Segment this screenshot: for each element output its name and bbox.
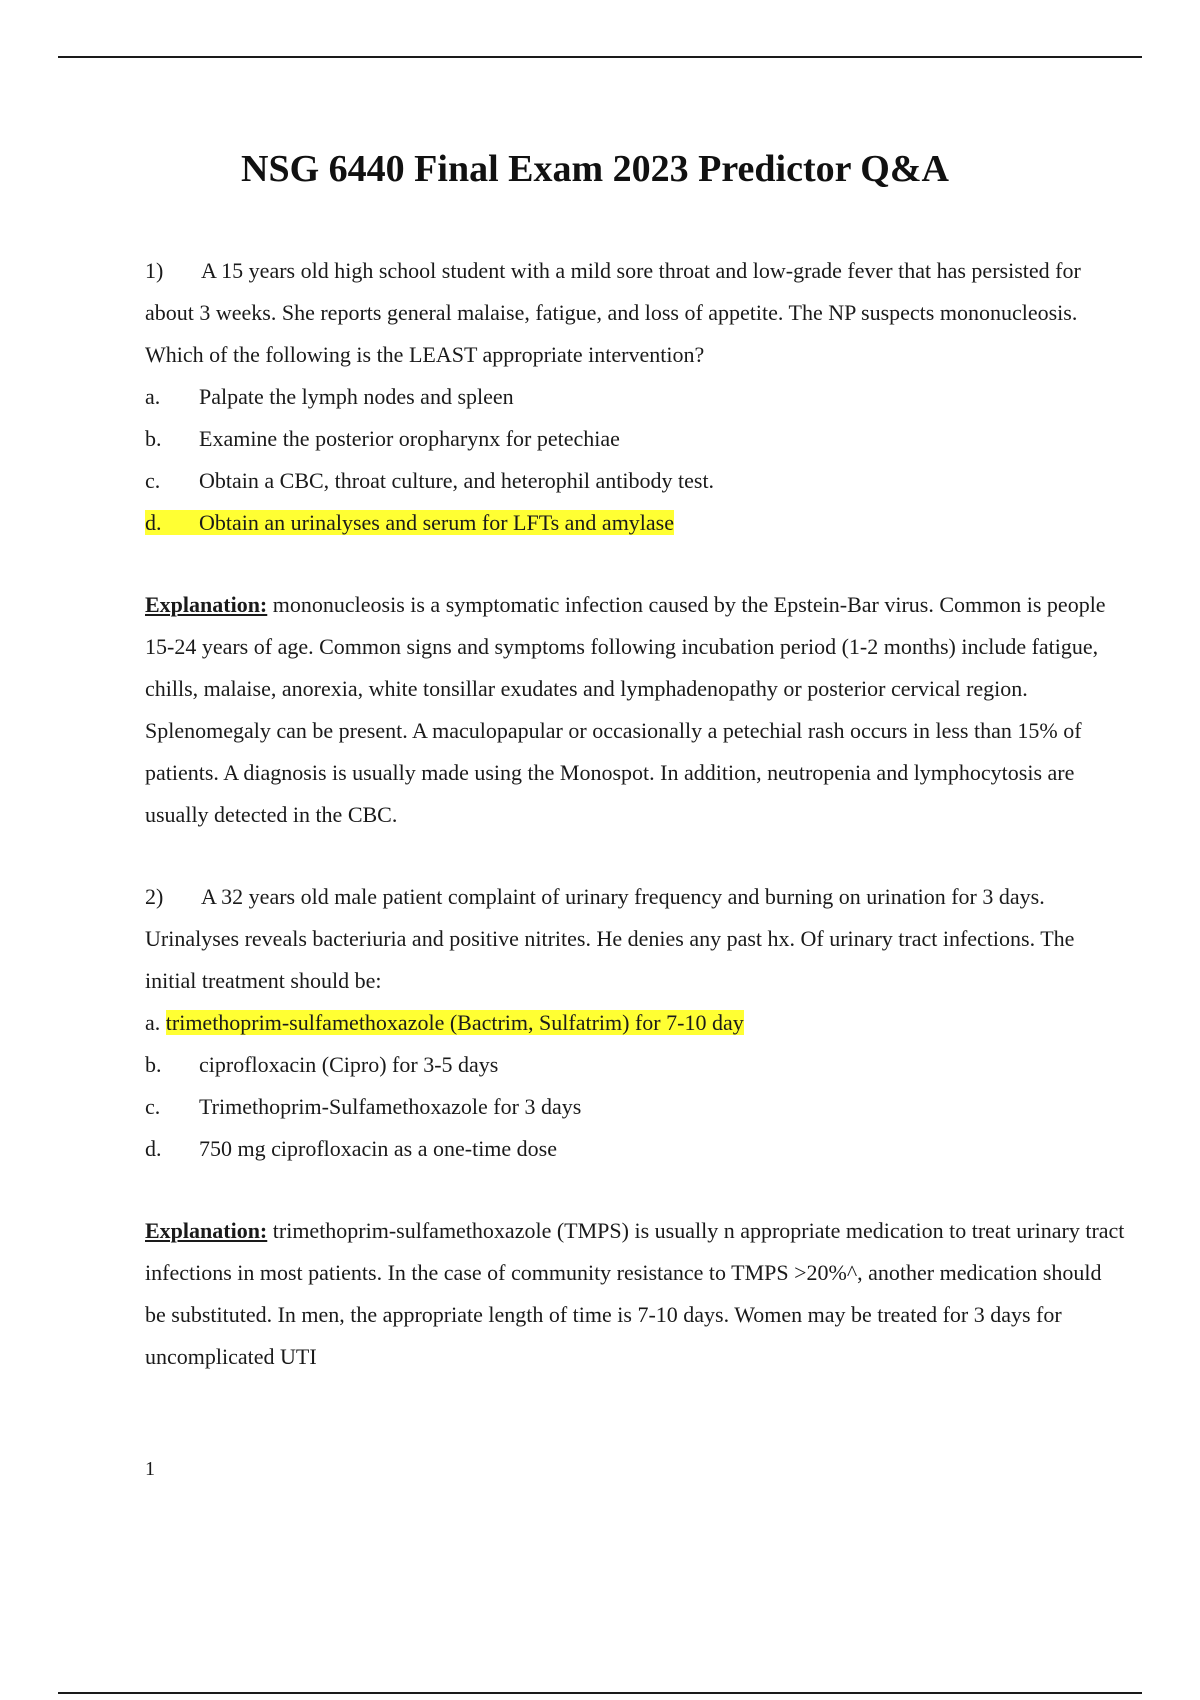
question-2 [145,876,1125,1378]
option-letter: c. [145,1094,161,1119]
question-text: A 32 years old male patient complaint of urinary frequency and burning on urination for 3 days. Urinalyses reveals bacteriuria and positive nitrites. He denies any past hx. Of urinary tract infections. The initial treatment should be: [145,884,1075,993]
page-number: 1 [145,1458,155,1480]
option-text: ciprofloxacin (Cipro) for 3-5 days [199,1052,499,1077]
question-number: 1) [145,258,164,283]
option-d [145,1128,1125,1170]
question-number: 2) [145,884,164,909]
option-text: 750 mg ciprofloxacin as a one-time dose [199,1136,558,1161]
option-letter: b. [145,426,162,451]
option-letter: d. [145,510,162,535]
question-text: A 15 years old high school student with a mild sore throat and low-grade fever that has persisted for about 3 weeks. She reports general malaise, fatigue, and loss of appetite. The NP suspects mononucleosis. Which of the following is the LEAST appropriate intervention? [145,258,1081,367]
question-stem [145,876,1125,1002]
option-letter: a. [145,384,161,409]
option-b [145,1044,1125,1086]
option-letter: d. [145,1136,162,1161]
page-title: NSG 6440 Final Exam 2023 Predictor Q&A [241,148,949,190]
option-c [145,1086,1125,1128]
option-letter: c. [145,468,161,493]
option-text: Palpate the lymph nodes and spleen [199,384,514,409]
answer-highlight: trimethoprim-sulfamethoxazole (Bactrim, Sulfatrim) for 7-10 day [165,1010,744,1035]
option-letter: a. [145,1010,161,1035]
option-text: Trimethoprim-Sulfamethoxazole for 3 days [199,1094,582,1119]
explanation-label: Explanation: [145,1218,268,1243]
explanation-label: Explanation: [145,592,268,617]
question-1 [145,250,1125,836]
footer-rule [58,1692,1142,1694]
option-text: Obtain an urinalyses and serum for LFTs and amylase [199,510,675,535]
answer-highlight [145,510,674,535]
explanation-paragraph [145,1210,1125,1378]
question-stem [145,250,1125,376]
option-text: Examine the posterior oropharynx for petechiae [199,426,620,451]
explanation-text: trimethoprim-sulfamethoxazole (TMPS) is usually n appropriate medication to treat urinary tract infections in most patients. In the case of community resistance to TMPS >20%^, another medication should be substituted. In men, the appropriate length of time is 7-10 days. Women may be treated for 3 days for uncomplicated UTI [145,1218,1125,1369]
option-d-answer [145,502,1125,544]
option-text: Obtain a CBC, throat culture, and heterophil antibody test. [199,468,715,493]
option-letter: b. [145,1052,162,1077]
header-rule [58,56,1142,58]
explanation-text: mononucleosis is a symptomatic infection caused by the Epstein-Bar virus. Common is people 15-24 years of age. Common signs and symptoms following incubation period (1-2 months) include fatigue, chills, malaise, anorexia, white tonsillar exudates and lymphadenopathy or posterior cervical region. Splenomegaly can be present. A maculopapular or occasionally a petechial rash occurs in less than 15% of patients. A diagnosis is usually made using the Monospot. In addition, neutropenia and lymphocytosis are usually detected in the CBC. [145,592,1106,827]
explanation-paragraph [145,584,1125,836]
option-c [145,460,1125,502]
option-b [145,418,1125,460]
option-a-answer [145,1002,1125,1044]
option-a [145,376,1125,418]
document-body [145,250,1125,1378]
